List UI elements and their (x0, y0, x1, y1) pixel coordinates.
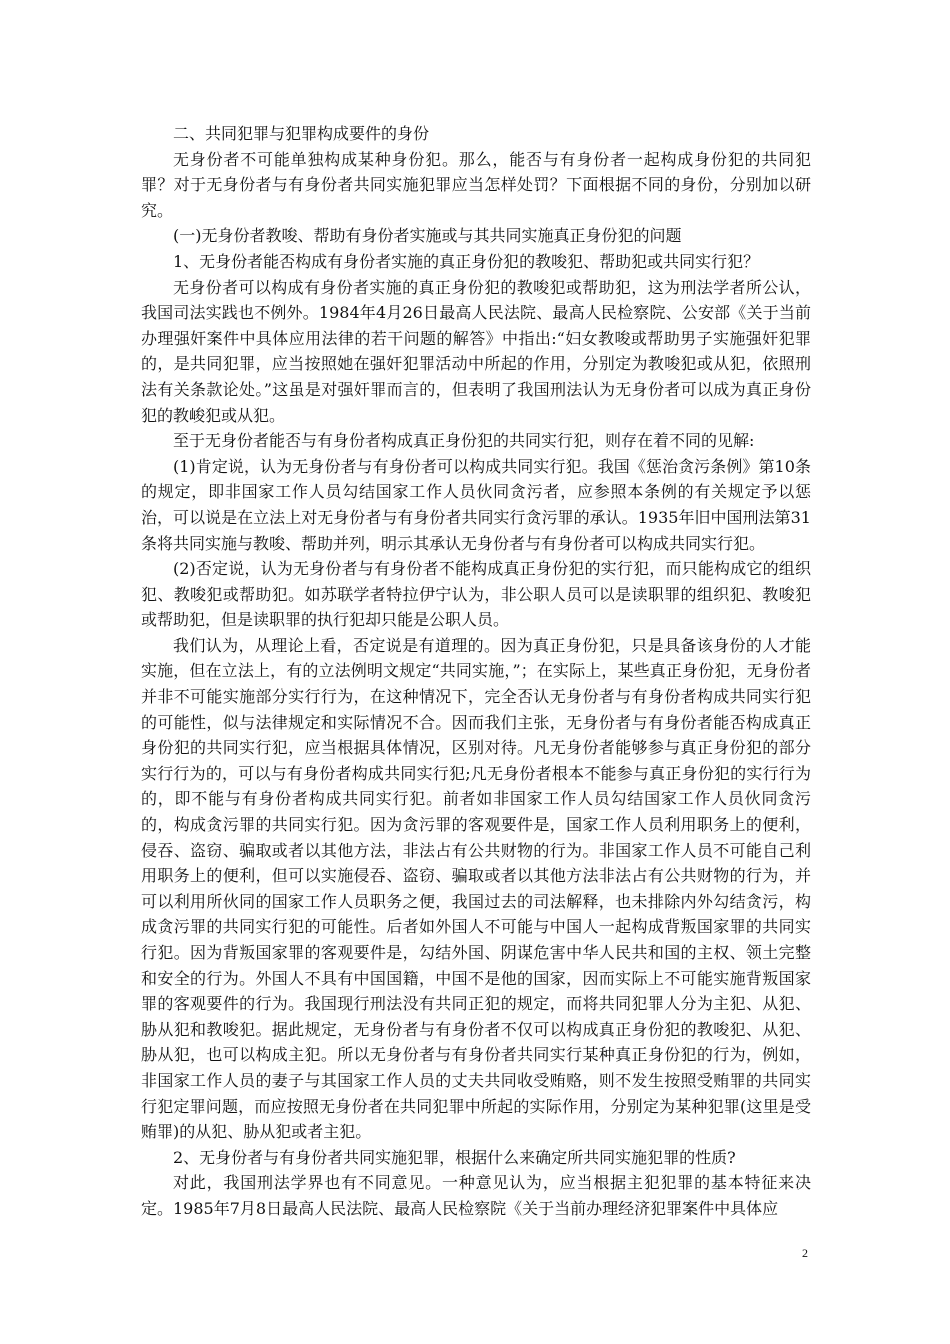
page-number: 2 (802, 1246, 808, 1260)
paragraph: 我们认为，从理论上看，否定说是有道理的。因为真正身份犯，只是具备该身份的人才能实施，但在立法上，有的立法例明文规定“共同实施，”；在实际上，某些真正身份犯，无身份者并非不可能实施部分实行行为，在这种情况下，完全否认无身份者与有身份者构成共同实行犯的可能性，似与法律规定和实际情况不合。因而我们主张，无身份者与有身份者能否构成真正身份犯的共同实行犯，应当根据具体情况，区别对待。凡无身份者能够参与真正身份犯的部分实行行为的，可以与有身份者构成共同实行犯;凡无身份者根本不能参与真正身份犯的实行行为的，即不能与有身份者构成共同实行犯。前者如非国家工作人员勾结国家工作人员伙同贪污的，构成贪污罪的共同实行犯。因为贪污罪的客观要件是，国家工作人员利用职务上的便利，侵吞、盗窃、骗取或者以其他方法，非法占有公共财物的行为。非国家工作人员不可能自己利用职务上的便利，但可以实施侵吞、盗窃、骗取或者以其他方法非法占有公共财物的行为，并可以利用所伙同的国家工作人员职务之便，我国过去的司法解释，也未排除内外勾结贪污，构成贪污罪的共同实行犯的可能性。后者如外国人不可能与中国人一起构成背叛国家罪的共同实行犯。因为背叛国家罪的客观要件是，勾结外国、阴谋危害中华人民共和国的主权、领土完整和安全的行为。外国人不具有中国国籍，中国不是他的国家，因而实际上不可能实施背叛国家罪的客观要件的行为。我国现行刑法没有共同正犯的规定，而将共同犯罪人分为主犯、从犯、胁从犯和教唆犯。据此规定，无身份者与有身份者不仅可以构成真正身份犯的教唆犯、从犯、胁从犯，也可以构成主犯。所以无身份者与有身份者共同实行某种真正身份犯的行为，例如，非国家工作人员的妻子与其国家工作人员的丈夫共同收受贿赂，则不发生按照受贿罪的共同实行犯定罪问题，而应按照无身份者在共同犯罪中所起的实际作用，分别定为某种犯罪(这里是受贿罪)的从犯、胁从犯或者主犯。 (141, 635, 811, 1142)
paragraph: (2)否定说，认为无身份者与有身份者不能构成真正身份犯的实行犯，而只能构成它的组织犯、教唆犯或帮助犯。如苏联学者特拉伊宁认为，非公职人员可以是读职罪的组织犯、教唆犯或帮助犯，但是读职罪的执行犯却只能是公职人员。 (141, 559, 811, 630)
paragraph: 对此，我国刑法学界也有不同意见。一种意见认为，应当根据主犯犯罪的基本特征来决定。1985年7月8日最高人民法院、最高人民检察院《关于当前办理经济犯罪案件中具体应 (141, 1173, 811, 1218)
question-heading: 1、无身份者能否构成有身份者实施的真正身份犯的教唆犯、帮助犯或共同实行犯？ (173, 251, 760, 271)
section-heading: 二、共同犯罪与犯罪构成要件的身份 (173, 124, 430, 143)
paragraph: 无身份者不可能单独构成某种身份犯。那么，能否与有身份者一起构成身份犯的共同犯罪？对于无身份者与有身份者共同实施犯罪应当怎样处罚？下面根据不同的身份，分别加以研究。 (141, 149, 811, 220)
paragraph: (1)肯定说，认为无身份者与有身份者可以构成共同实行犯。我国《惩治贪污条例》第10条的规定，即非国家工作人员勾结国家工作人员伙同贪污者，应参照本条例的有关规定予以惩治，可以说是在立法上对无身份者与有身份者共同实行贪污罪的承认。1935年旧中国刑法第31条将共同实施与教唆、帮助并列，明示其承认无身份者与有身份者可以构成共同实行犯。 (141, 456, 811, 553)
paragraph: 至于无身份者能否与有身份者构成真正身份犯的共同实行犯，则存在着不同的见解: (173, 431, 755, 451)
subsection-heading: (一)无身份者教唆、帮助有身份者实施或与其共同实施真正身份犯的问题 (173, 226, 682, 246)
question-heading: 2、无身份者与有身份者共同实施犯罪，根据什么来确定所共同实施犯罪的性质? (173, 1147, 736, 1167)
paragraph: 无身份者可以构成有身份者实施的真正身份犯的教唆犯或帮助犯，这为刑法学者所公认，我国司法实践也不例外。1984年4月26日最高人民法院、最高人民检察院、公安部《关于当前办理强奸案件中具体应用法律的若干问题的解答》中指出:“妇女教唆或帮助男子实施强奸犯罪的，是共同犯罪，应当按照她在强奸犯罪活动中所起的作用，分别定为教唆犯或从犯，依照刑法有关条款论处。”这虽是对强奸罪而言的，但表明了我国刑法认为无身份者可以成为真正身份犯的教峻犯或从犯。 (141, 277, 811, 425)
document-body (141, 121, 811, 1222)
